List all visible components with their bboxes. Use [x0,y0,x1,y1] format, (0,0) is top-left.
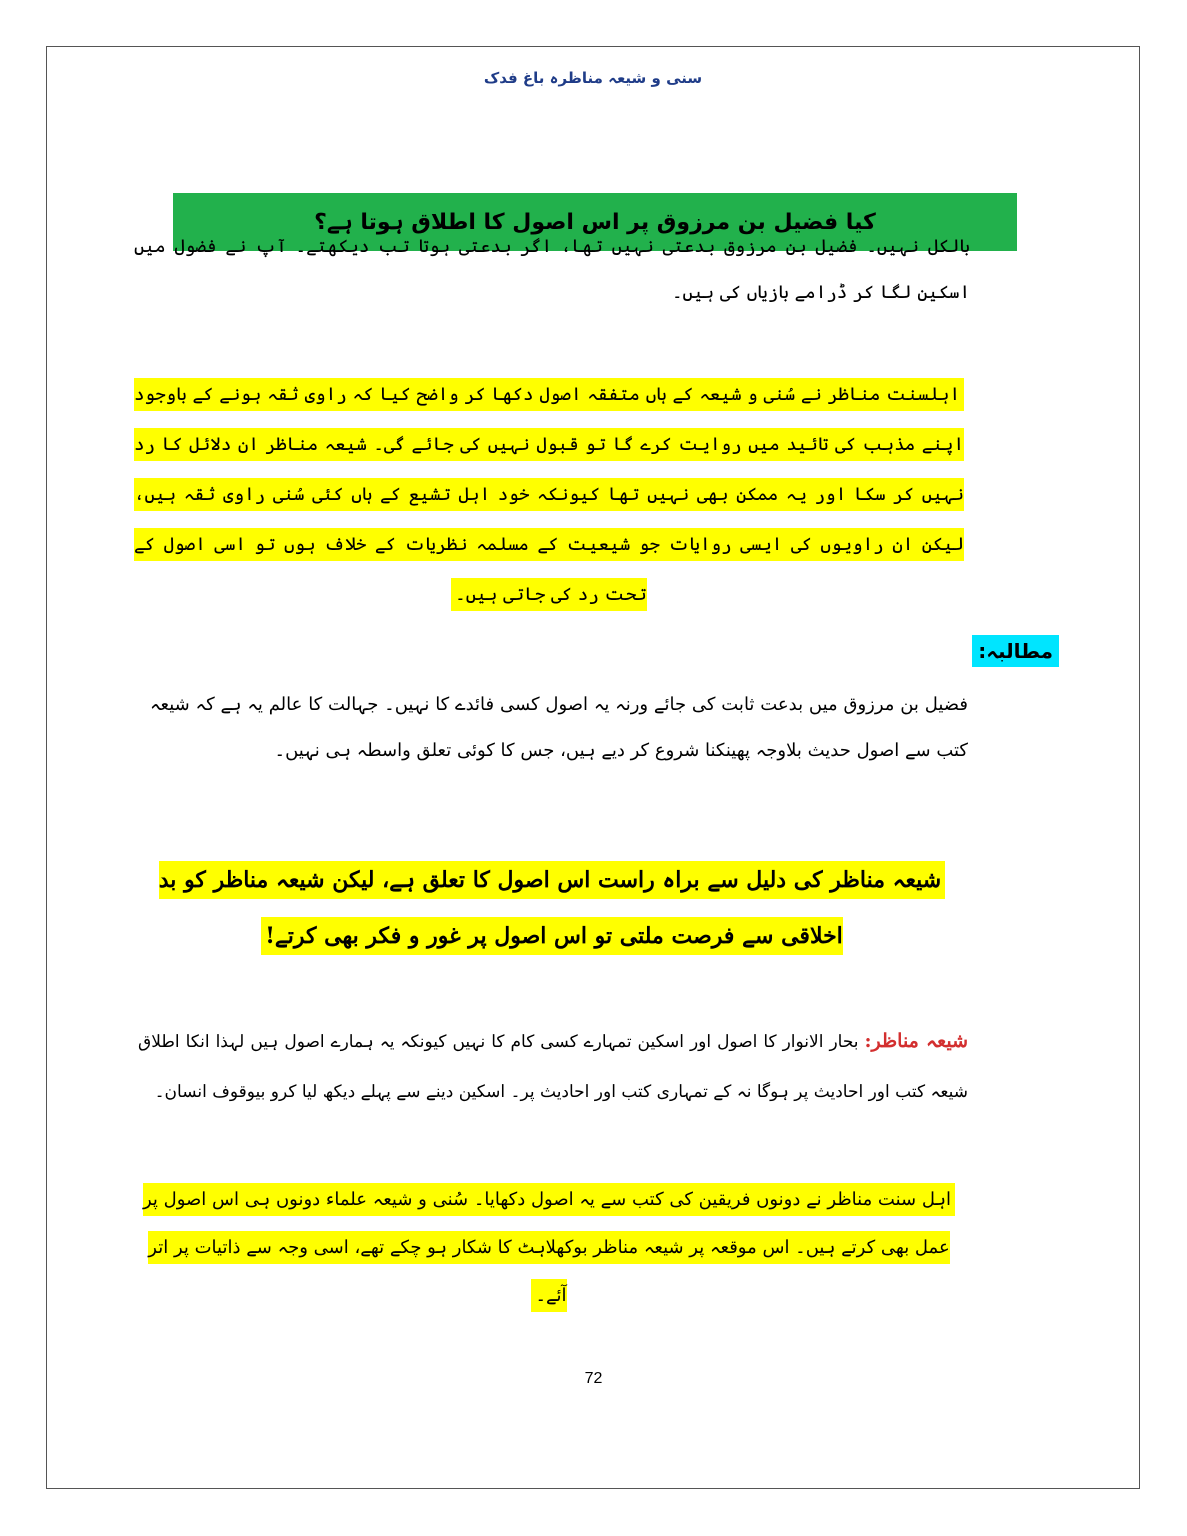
highlight-text-2: شیعہ مناظر کی دلیل سے براہ راست اس اصول کا تعلق ہے، لیکن شیعہ مناظر کو بد اخلاقی سے فرصت ملتی تو اس اصول پر غور و فکر بھی کرتے! [159,861,946,955]
paragraph-reply: بالکل نہیں۔ فضیل بن مرزوق بدعتی نہیں تھا، اگر بدعتی ہوتا تب دیکھتے۔ آپ نے فضول میں اسکین لگا کر ڈرامے بازیاں کی ہیں۔ [134,236,970,303]
shia-debater-label: شیعہ مناظر: [864,1030,968,1052]
paragraph-shia-debater [138,1016,968,1117]
running-header: سنی و شیعہ مناظرہ باغ فدک [483,69,703,87]
section-heading-text: کیا فضیل بن مرزوق پر اس اصول کا اطلاق ہوتا ہے؟ [314,209,876,235]
demand-label: مطالبہ: [972,635,1059,667]
page-number: 72 [584,1370,603,1387]
highlight-block-2 [134,852,970,964]
highlight-text-3: اہل سنت مناظر نے دونوں فریقین کی کتب سے یہ اصول دکھایا۔ سُنی و شیعہ علماء دونوں ہی اس اصول پر عمل بھی کرتے ہیں۔ اس موقعہ پر شیعہ مناظر بوکھلاہٹ کا شکار ہو چکے تھے، اسی وجہ سے ذاتیات پر اتر آئے۔ [143,1183,955,1312]
paragraph-demand: فضیل بن مرزوق میں بدعت ثابت کی جائے ورنہ یہ اصول کسی فائدے کا نہیں۔ جہالت کا عالم یہ ہے کہ شیعہ کتب سے اصول حدیث بلاوجہ پھینکنا شروع کر دیے ہیں، جس کا کوئی تعلق واسطہ ہی نہیں۔ [150,694,968,761]
highlight-block-3 [134,1176,964,1320]
highlight-text-1: اہلسنت مناظر نے سُنی و شیعہ کے ہاں متفقہ اصول دکھا کر واضح کیا کہ راوی ثقہ ہونے کے باوجود اپنے مذہب کی تائید میں روایت کرے گا تو قبول نہیں کی جائے گی۔ شیعہ مناظر ان دلائل کا رد نہیں کر سکا اور یہ ممکن بھی نہیں تھا کیونکہ خود اہل تشیع کے ہاں کئی سُنی راوی ثقہ ہیں، لیکن ان راویوں کی ایسی روایات جو شیعیت کے مسلمہ نظریات کے خلاف ہوں تو اسی اصول کے تحت رد کی جاتی ہیں۔ [134,378,964,611]
highlight-block-1 [134,370,964,620]
shia-debater-text: بحار الانوار کا اصول اور اسکین تمہارے کسی کام کا نہیں کیونکہ یہ ہمارے اصول ہیں لہذا انکا اطلاق شیعہ کتب اور احادیث پر ہوگا نہ کے تمہاری کتب اور احادیث پر۔ اسکین دینے سے پہلے دیکھ لیا کرو بیوقوف انسان۔ [138,1032,968,1102]
